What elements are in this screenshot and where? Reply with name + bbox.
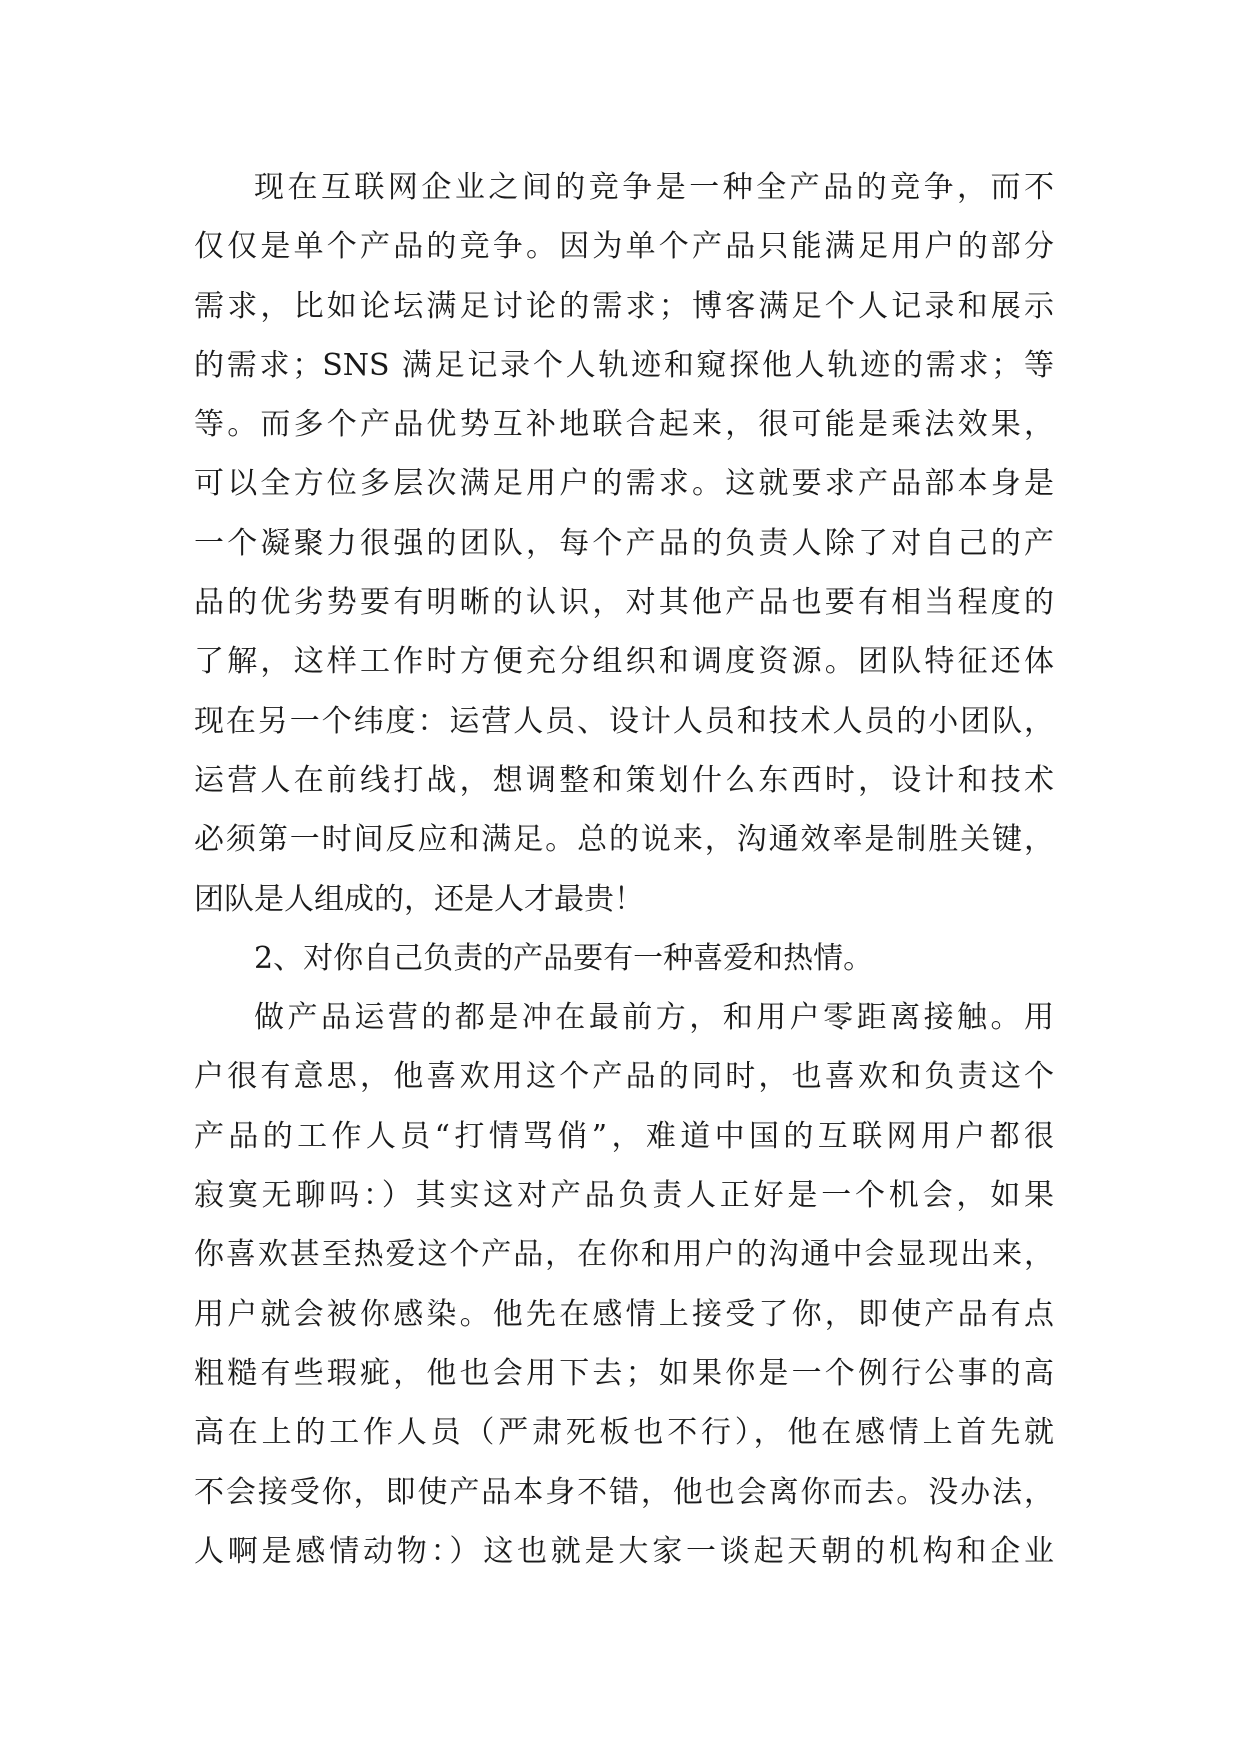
paragraph-line: 你喜欢甚至热爱这个产品，在你和用户的沟通中会显现出来， [194, 1237, 1054, 1273]
body-text [194, 158, 1054, 1581]
paragraph-line: 团队是人组成的，还是人才最贵！ [194, 881, 644, 917]
paragraph-line: 可以全方位多层次满足用户的需求。这就要求产品部本身是 [194, 466, 1054, 502]
paragraph-line: 运营人在前线打战，想调整和策划什么东西时，设计和技术 [194, 762, 1054, 798]
paragraph-line: 粗糙有些瑕疵，他也会用下去；如果你是一个例行公事的高 [194, 1355, 1054, 1391]
paragraph-line: 现在另一个纬度：运营人员、设计人员和技术人员的小团队， [194, 703, 1054, 739]
paragraph-line: 一个凝聚力很强的团队，每个产品的负责人除了对自己的产 [194, 525, 1054, 561]
paragraph-line: 品的优劣势要有明晰的认识，对其他产品也要有相当程度的 [194, 585, 1054, 621]
paragraph-line: 必须第一时间反应和满足。总的说来，沟通效率是制胜关键， [194, 822, 1054, 858]
paragraph-line: 做产品运营的都是冲在最前方，和用户零距离接触。用 [254, 1000, 1054, 1036]
paragraph-line: 用户就会被你感染。他先在感情上接受了你，即使产品有点 [194, 1296, 1054, 1332]
paragraph-line: 等。而多个产品优势互补地联合起来，很可能是乘法效果， [194, 407, 1054, 443]
section-heading: 2、对你自己负责的产品要有一种喜爱和热情。 [254, 940, 874, 976]
paragraph-line: 仅仅是单个产品的竞争。因为单个产品只能满足用户的部分 [194, 229, 1054, 265]
paragraph-line: 户很有意思，他喜欢用这个产品的同时，也喜欢和负责这个 [194, 1059, 1054, 1095]
paragraph-line: 寂寞无聊吗：）其实这对产品负责人正好是一个机会，如果 [194, 1178, 1054, 1214]
paragraph-line: 的需求；SNS 满足记录个人轨迹和窥探他人轨迹的需求；等 [194, 347, 1054, 383]
paragraph-line: 产品的工作人员“打情骂俏”，难道中国的互联网用户都很 [194, 1118, 1054, 1154]
paragraph-line: 不会接受你，即使产品本身不错，他也会离你而去。没办法， [194, 1474, 1054, 1510]
paragraph-line: 需求，比如论坛满足讨论的需求；博客满足个人记录和展示 [194, 288, 1054, 324]
paragraph-line: 现在互联网企业之间的竞争是一种全产品的竞争，而不 [254, 170, 1054, 205]
paragraph-line: 了解，这样工作时方便充分组织和调度资源。团队特征还体 [194, 644, 1054, 680]
paragraph-line: 高在上的工作人员（严肃死板也不行），他在感情上首先就 [194, 1415, 1054, 1451]
paragraph-line: 人啊是感情动物：）这也就是大家一谈起天朝的机构和企业 [194, 1533, 1054, 1569]
